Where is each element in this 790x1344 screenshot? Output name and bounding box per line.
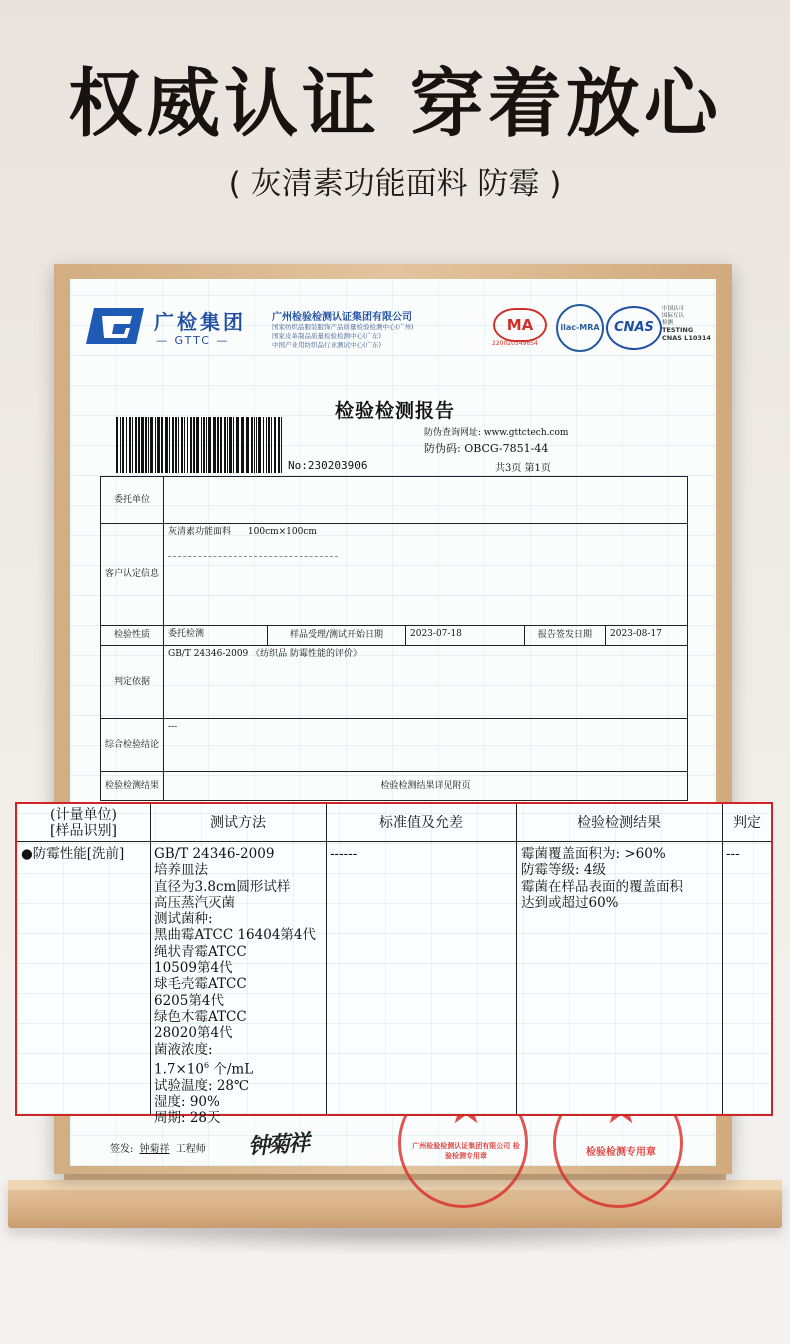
signer-name: 钟菊祥	[139, 1144, 170, 1155]
barcode-bar	[169, 417, 170, 473]
client-value	[163, 476, 688, 524]
barcode-bar	[263, 417, 264, 473]
barcode-bar	[181, 417, 183, 473]
barcode-bar	[178, 417, 179, 473]
nature-label: 检验性质	[100, 625, 164, 646]
cnas-side-text	[662, 306, 711, 343]
barcode-icon	[116, 417, 284, 473]
cnas-side-line: TESTING	[662, 326, 694, 334]
logo-chinese-name: 广检集团	[154, 310, 246, 334]
header-verdict: 判定	[733, 815, 761, 831]
signer-title: 工程师	[175, 1144, 206, 1155]
cma-mark-icon: MA	[493, 308, 547, 342]
barcode-bar	[155, 417, 156, 473]
conclusion-value: ---	[163, 718, 688, 772]
conclusion-label: 综合检验结论	[100, 718, 164, 772]
header-standard: 标准值及允差	[379, 815, 463, 831]
barcode-bar	[129, 417, 131, 473]
barcode-bar	[187, 417, 188, 473]
barcode-bar	[203, 417, 205, 473]
barcode-bar	[241, 417, 244, 473]
barcode-bar	[266, 417, 267, 473]
barcode-bar	[208, 417, 211, 473]
cnas-side-line: 中国认可	[662, 306, 685, 312]
basis-label: 判定依据	[100, 645, 164, 719]
signature-line	[110, 1140, 206, 1155]
org-line: 国家皮革制品质量检验检测中心(广东)	[272, 332, 382, 340]
org-name: 广州检验检测认证集团有限公司	[272, 312, 412, 323]
barcode-bar	[224, 417, 226, 473]
barcode-bar	[172, 417, 174, 473]
barcode-bar	[141, 417, 144, 473]
barcode-bar	[274, 417, 276, 473]
issue-date: 2023-08-17	[605, 625, 688, 646]
barcode-bar	[201, 417, 202, 473]
barcode-bar	[258, 417, 261, 473]
barcode-bar	[175, 417, 177, 473]
client-label: 委托单位	[100, 476, 164, 524]
sample-label: 客户认定信息	[100, 523, 164, 626]
barcode-bar	[281, 417, 282, 473]
verdict-value: ---	[726, 846, 740, 862]
barcode-bar	[150, 417, 153, 473]
anti-fake-url: 防伪查询网址: www.gttctech.com	[424, 428, 569, 438]
stamp-text: 广州检验检测认证集团有限公司 检验检测专用章	[412, 1141, 520, 1160]
barcode-bar	[193, 417, 195, 473]
gttc-logo-icon	[84, 306, 146, 346]
subheadline: ( 灰清素功能面料 防霉 )	[228, 166, 562, 202]
receive-date-label: 样品受理/测试开始日期	[267, 625, 406, 646]
barcode-bar	[254, 417, 255, 473]
stamp-text: 检验检测专用章	[586, 1147, 656, 1158]
results-value: 检验检测结果详见附页	[163, 771, 688, 801]
barcode-bar	[157, 417, 160, 473]
cnas-side-line: 检测	[662, 320, 674, 326]
barcode-bar	[190, 417, 192, 473]
nature-value: 委托检测	[163, 625, 268, 646]
org-line: 中国产业用纺织品行业测试中心(广东)	[272, 341, 382, 349]
sample-dashed-line	[168, 556, 338, 557]
concentration-unit: 个/mL	[209, 1061, 254, 1078]
barcode-bar	[206, 417, 207, 473]
page-count: 共3页 第1页	[495, 463, 551, 474]
barcode-bar	[278, 417, 280, 473]
barcode-bar	[251, 417, 253, 473]
headline: 权威认证 穿着放心	[68, 61, 722, 147]
sample-size: 100cm×100cm	[247, 527, 317, 537]
barcode-bar	[145, 417, 147, 473]
barcode-bar	[126, 417, 127, 473]
header-result: 检验检测结果	[577, 815, 661, 831]
handwritten-signature: 钟菊祥	[247, 1129, 309, 1161]
barcode-bar	[217, 417, 219, 473]
header-method: 测试方法	[210, 815, 266, 831]
barcode-bar	[135, 417, 137, 473]
barcode-bar	[196, 417, 199, 473]
method-text: GB/T 24346-2009 培养皿法 直径为3.8cm圆形试样 高压蒸汽灭菌 测试菌种: 黑曲霉ATCC 16404第4代 绳状青霉ATCC 10509第4代 球毛壳霉ATCC 6205第4代 绿色木霉ATCC 28020第4代 菌液浓度:	[154, 846, 316, 1058]
results-table-overlay	[15, 802, 773, 1127]
barcode-bar	[165, 417, 168, 473]
concentration-exponent: 6	[203, 1060, 210, 1070]
concentration-value: 1.7×10	[154, 1061, 204, 1078]
barcode-bar	[236, 417, 239, 473]
barcode-bar	[246, 417, 249, 473]
anti-fake-code: 防伪码: OBCG-7851-44	[424, 442, 549, 455]
header-sample: (计量单位) [样品识别]	[50, 807, 117, 839]
basis-value: GB/T 24346-2009 《纺织品 防霉性能的评价》	[163, 645, 688, 719]
report-title: 检验检测报告	[334, 400, 455, 422]
logo-english-name: — GTTC —	[156, 334, 230, 347]
barcode-bar	[213, 417, 216, 473]
test-method	[154, 846, 316, 1127]
barcode-bar	[148, 417, 149, 473]
barcode-bar	[229, 417, 232, 473]
barcode-bar	[132, 417, 133, 473]
barcode-bar	[184, 417, 185, 473]
barcode-bar	[268, 417, 270, 473]
issue-date-label: 报告签发日期	[524, 625, 606, 646]
barcode-bar	[271, 417, 272, 473]
cnas-side-line: 国际互认	[662, 313, 685, 319]
sample-name: 灰清素功能面料	[168, 527, 232, 537]
barcode-bar	[138, 417, 140, 473]
barcode-bar	[122, 417, 124, 473]
ilac-mra-icon: ilac-MRA	[556, 304, 604, 352]
test-result: 霉菌覆盖面积为: >60% 防霉等级: 4级 霉菌在样品表面的覆盖面积 达到或超过60%	[521, 846, 683, 911]
barcode-bar	[161, 417, 163, 473]
report-number: No:230203906	[288, 459, 368, 472]
org-line: 国家纺织品服装服饰产品质量检验检测中心(广州)	[272, 323, 414, 331]
signature-label: 签发:	[110, 1144, 134, 1155]
cnas-side-line: CNAS L10314	[662, 334, 711, 342]
cnas-icon: CNAS	[606, 306, 662, 350]
barcode-bar	[120, 417, 121, 473]
logo-en-text: GTTC	[174, 334, 211, 347]
barcode-bar	[256, 417, 257, 473]
results-label: 检验检测结果	[100, 771, 164, 801]
barcode-bar	[220, 417, 222, 473]
method-conditions: 试验温度: 28℃ 湿度: 90% 周期: 28天	[154, 1077, 250, 1127]
barcode-bar	[116, 417, 118, 473]
barcode-bar	[233, 417, 234, 473]
sample-value	[163, 523, 688, 626]
standard-value: ------	[330, 846, 358, 862]
test-item: ●防霉性能[洗前]	[21, 846, 125, 862]
cma-number: 220020349654	[492, 340, 538, 347]
barcode-bar	[227, 417, 228, 473]
receive-date: 2023-07-18	[405, 625, 525, 646]
